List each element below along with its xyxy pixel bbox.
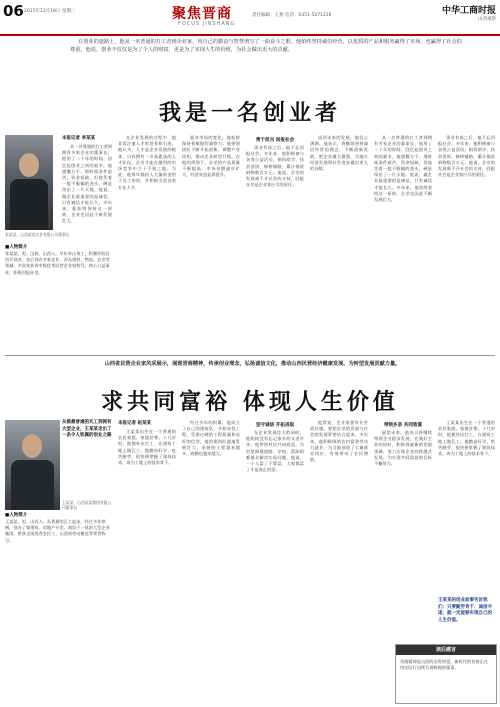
portrait-body (10, 179, 48, 230)
byline-2: 本报记者 赵某某 (118, 421, 152, 426)
article1-col3: 面对市场的变化，他始终保持着敏锐的洞察力。他带领团队不断开拓创新，调整产业结构，推动企业转型升级。在他的带领下，企业的产品质量不断提高，市场份额逐年扩大，经济效益显著提升。 (182, 135, 240, 178)
edition-name: 山西观察 (478, 17, 496, 22)
photo-caption-2: 王某某，山西某某集团有限公司董事长 (62, 500, 112, 510)
article2-col5: 带领乡亲 共同致富 展望未来，他表示将继续带领企业稳步发展，在做好主业的同时，积极探索新的发展领域，努力实现企业的跨越式发展，为实现共同富裕的目标不懈努力。 (374, 423, 432, 467)
article2-subhead-2: 带领乡亲 共同致富 (383, 423, 423, 428)
article2-headline: 求共同富裕 体现人生价值 (101, 389, 399, 415)
article1-col7: 事业有成之后，他不忘回报社会。多年来，他积极参与各类公益活动，捐资助学、扶贫济困、修桥铺路，累计捐款捐物数百万元。他说，企业的发展离不开社会的支持，回报社会是企业家应尽的责任。 (438, 135, 495, 178)
article2-subhead-1: 坚守诚信 开拓进取 (255, 423, 295, 428)
editor-info: 责任编辑：王燕 电话：0351-5271216 (252, 13, 332, 18)
page-header (0, 0, 500, 36)
article1-subhead: 勇于担当 回报社会 (255, 138, 295, 143)
portrait-photo-1 (5, 135, 53, 230)
portrait-photo-2 (5, 420, 60, 510)
section-title: 聚焦晋商 (172, 6, 232, 22)
article1-col2: 在企业发展的过程中，他非常注重人才的培养和引进。他认为，人才是企业发展的根本，只有拥有一支高素质的人才队伍，企业才能在激烈的市场竞争中立于不败之地。为此，他每年都投入大量资金用于员工培训，并积极引进各类专业人才。 (118, 135, 176, 190)
article2-col2: 经过多年的积累，他成立了自己的建筑队，开始承包工程。凭借过硬的工程质量和良好的信誉，他的建筑队逐渐发展壮大，承接的工程越来越多，规模也越来越大。 (182, 420, 240, 457)
byline-1: 本报记者 李某某 (62, 136, 96, 141)
article2-col6: 王某某出生在一个普通的农民家庭，家境贫寒。十几岁时，他便外出打工，在建筑工地上做瓦工。他勤奋好学，吃苦耐劳，很快便掌握了建筑技术，成为工地上的技术骨干。 (438, 420, 495, 457)
bio-text-1: 张某某，男，汉族，山西人。早年外出务工，积累经验后回乡创业，先后创办多家企业，涉及建材、物流、农业等领域。多次荣获省市级优秀民营企业家称号，热心公益事业，积极回报社会。 (5, 251, 110, 275)
portrait-body (11, 460, 54, 510)
issue-date: 2015年11月18日 星期三 (24, 9, 76, 14)
bio-title-1: ■人物简介 (5, 245, 28, 250)
highlight-note: 王某某的创业故事告诉我们：只要勤劳肯干、诚信守诺，就一定能够实现自己的人生价值。 (438, 598, 492, 623)
photo-caption-1: 张某某，山西某某实业有限公司董事长 (5, 232, 70, 237)
newspaper-name: 中华工商时报 (441, 6, 496, 16)
article1-headline: 我是一名创业者 (158, 100, 341, 126)
article1-col6: 从一名普通的打工者到拥有多家企业的董事长，他用了二十年的时间。回忆起创业之初的艰辛，他感慨万千。那时候条件艰苦，资金短缺，但他凭着一股不服输的劲头，硬是闯出了一片天地。他说，做企业最重要的是诚信，只有诚信才能长久。多年来，他始终坚持这一原则，企业也因此不断发展壮大。 (374, 135, 432, 203)
reader-note-box (395, 644, 497, 704)
article2-col3: 坚守诚信 开拓进取 在企业发展壮大的同时，他始终没有忘记家乡的父老乡亲。他带领村民共同致富，为村里修建道路、学校，帮助困难群众解决实际问题。他说，一个人富了不算富，大家都富了才是真正的富。 (246, 423, 304, 473)
article1-intro: 在创业的道路上，他从一名普通的打工者到企业家，用自己的勤奋与智慧谱写了一曲奋斗之歌。他始终坚持诚信经营，以优质的产品和服务赢得了市场，也赢得了社会的尊重。他说，创业不仅仅是为了个人的财富，更是为了实现人生的价值，为社会做出更大的贡献。 (70, 39, 462, 53)
reader-note-title: 读后感言 (396, 645, 496, 655)
article2-intro: 山西省民营企业家风采展示，展现晋商精神，传承创业理念，弘扬诚信文化，推动山西民营经济健康发展，为转型发展贡献力量。 (104, 361, 401, 367)
article2-side-title: 从做最普通的瓦工到拥有大型企业，王某某走出了一条令人钦佩的创业之路 (62, 420, 112, 438)
bio-box-2 (5, 512, 110, 544)
article1-col1: 从一名普通的打工者到拥有多家企业的董事长，他用了二十年的时间。回忆起创业之初的艰辛，他感慨万千。那时候条件艰苦，资金短缺，但他凭着一股不服输的劲头，硬是闯出了一片天地。他说，做企业最重要的是诚信，只有诚信才能长久。多年来，他始终坚持这一原则，企业也因此不断发展壮大。 (62, 144, 112, 224)
article1-col5: 谈到未来的发展，他信心满满。他表示，将继续坚持诚信经营的理念，不断创新发展，把企业做大做强，为地方经济发展和社会进步做出更大的贡献。 (310, 135, 368, 172)
bio-text-2: 王某某，男，山西人。从普通的瓦工起步，经过多年拼搏，创办了集建筑、房地产开发、商贸于一体的大型企业集团。曾获全国优秀农民工、山西省劳动模范等荣誉称号。 (5, 519, 110, 543)
bio-title-2: ■人物简介 (5, 513, 28, 518)
article2-col1: 王某某出生在一个普通的农民家庭，家境贫寒。十几岁时，他便外出打工，在建筑工地上做瓦工。他勤奋好学，吃苦耐劳，很快便掌握了建筑技术，成为工地上的技术骨干。 (118, 429, 176, 466)
section-subtitle: FOCUS JINSHANG (178, 21, 236, 27)
portrait-face (22, 434, 42, 458)
article2-col4: 他常说，企业家要有社会责任感，要把企业的发展与社会的发展紧密结合起来。多年来，他积极吸纳农村富余劳动力就业，为当地创造了大量就业岗位，有效带动了农民增收。 (310, 420, 368, 463)
section-divider (5, 355, 495, 356)
portrait-face (19, 153, 39, 177)
page-number: 06 (3, 2, 24, 20)
reader-note-body: 晋商精神是山西的宝贵财富，新时代的晋商正在用实际行动续写着辉煌的篇章。 (400, 659, 488, 671)
article1-col4: 勇于担当 回报社会 事业有成之后，他不忘回报社会。多年来，他积极参与各类公益活动，捐资助学、扶贫济困、修桥铺路，累计捐款捐物数百万元。他说，企业的发展离不开社会的支持，回报社会是企业家应尽的责任。 (246, 138, 304, 188)
